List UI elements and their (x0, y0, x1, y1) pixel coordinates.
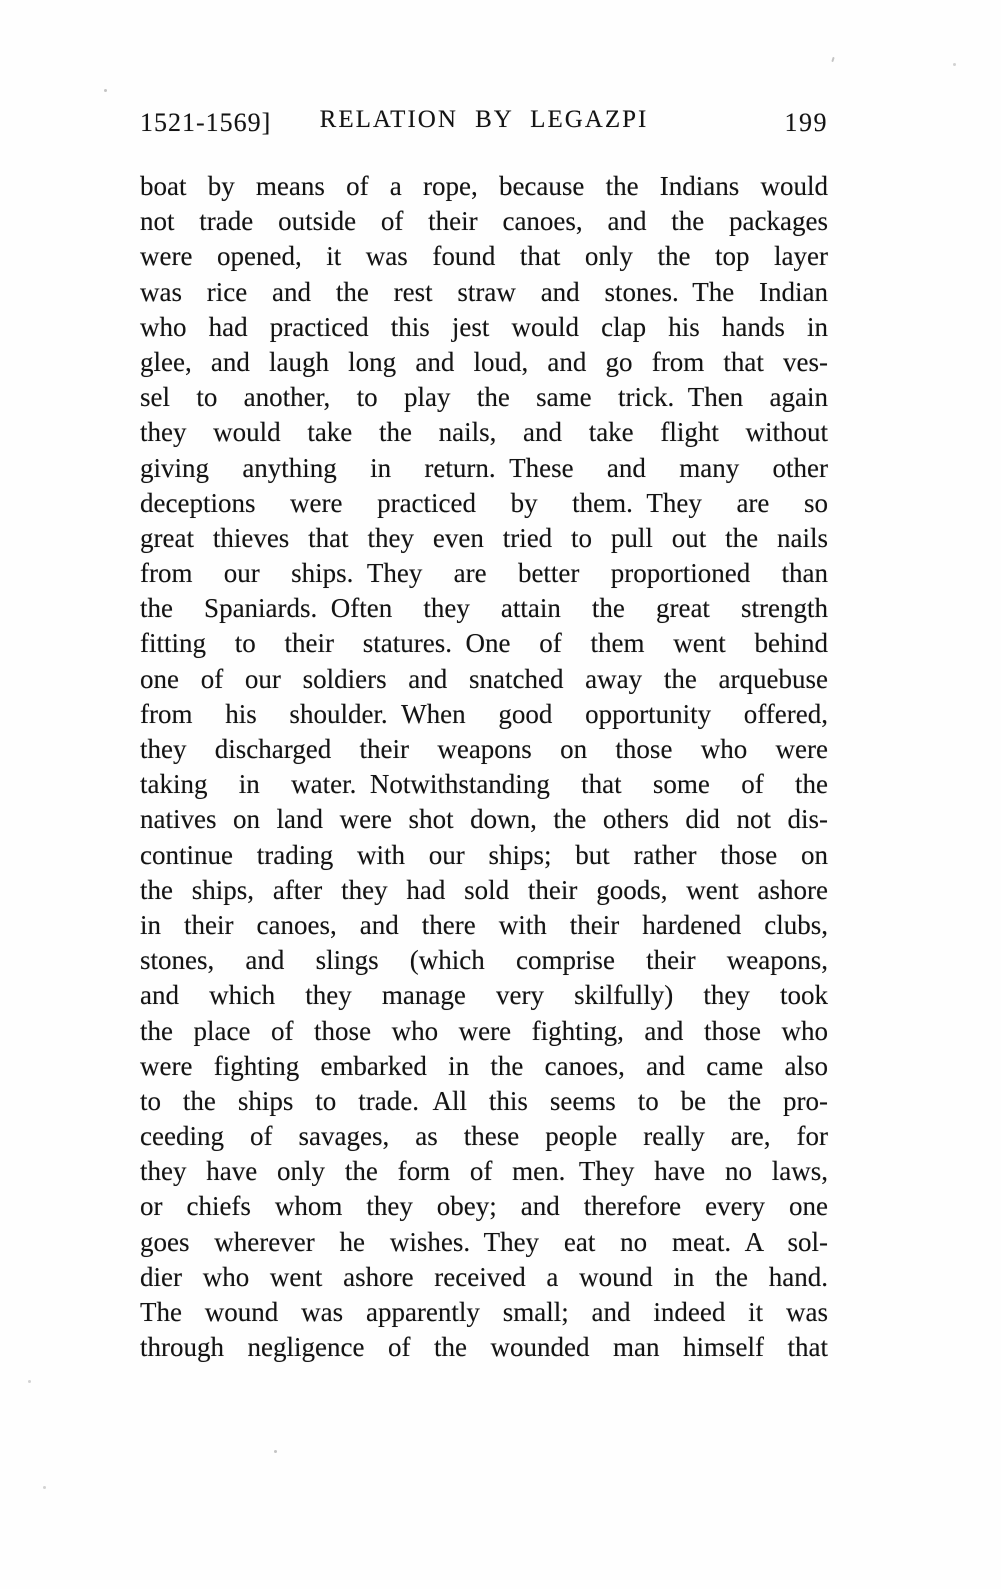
scan-speck (953, 63, 956, 66)
text-line: who had practiced this jest would clap his hands in (140, 311, 828, 342)
text-line: were opened, it was found that only the top layer (140, 241, 828, 272)
text-line: from our ships. They are better proportioned than (140, 558, 828, 589)
text-line: was rice and the rest straw and stones. The Indian (140, 276, 828, 307)
text-line: deceptions were practiced by them. They are so (140, 487, 828, 518)
text-line: sel to another, to play the same trick. Then again (140, 382, 828, 413)
text-line: from his shoulder. When good opportunity offered, (140, 698, 828, 729)
header-page-number: 199 (784, 108, 828, 137)
header-title: RELATION BY LEGAZPI (319, 106, 649, 133)
text-line: the ships, after they had sold their goods, went ashore (140, 874, 828, 905)
text-line: they have only the form of men. They have no laws, (140, 1156, 828, 1187)
running-head (140, 106, 828, 142)
text-line: to the ships to trade. All this seems to be the pro- (140, 1085, 828, 1116)
text-line: The wound was apparently small; and indeed it was (140, 1297, 828, 1327)
text-line: one of our soldiers and snatched away the arquebuse (140, 663, 828, 694)
text-line: the place of those who were fighting, and those who (140, 1015, 828, 1046)
text-line: through negligence of the wounded man himself that (140, 1332, 828, 1363)
header-date-range: 1521-1569] (140, 108, 272, 137)
scan-speck (28, 1380, 31, 1383)
text-line: fitting to their statures. One of them went behind (140, 628, 828, 659)
text-line: goes wherever he wishes. They eat no meat. A sol- (140, 1226, 828, 1257)
text-line: dier who went ashore received a wound in the hand. (140, 1261, 828, 1292)
text-line: not trade outside of their canoes, and the packages (140, 206, 828, 237)
page-body-text (140, 169, 828, 1365)
text-line: ceeding of savages, as these people really are, for (140, 1121, 828, 1152)
text-line: they discharged their weapons on those who were (140, 734, 828, 764)
text-line: taking in water. Notwithstanding that some of the (140, 769, 828, 800)
text-line: giving anything in return. These and many other (140, 452, 828, 483)
text-line: or chiefs whom they obey; and therefore every one (140, 1191, 828, 1222)
text-line: continue trading with our ships; but rather those on (140, 839, 828, 870)
text-line: and which they manage very skilfully) they took (140, 980, 828, 1011)
text-line: were fighting embarked in the canoes, and came also (140, 1050, 828, 1081)
text-line: boat by means of a rope, because the Indians would (140, 171, 828, 201)
scan-speck (831, 57, 834, 62)
scan-speck (43, 1486, 46, 1489)
text-line: natives on land were shot down, the others did not dis- (140, 804, 828, 835)
scan-speck (274, 1450, 277, 1453)
text-line: glee, and laugh long and loud, and go from that ves- (140, 346, 828, 377)
scan-speck (104, 89, 107, 92)
text-line: stones, and slings (which comprise their weapons, (140, 945, 828, 976)
text-line: they would take the nails, and take flight without (140, 417, 828, 448)
text-line: the Spaniards. Often they attain the great strength (140, 593, 828, 624)
text-line: great thieves that they even tried to pull out the nails (140, 522, 828, 553)
text-line: in their canoes, and there with their hardened clubs, (140, 909, 828, 940)
